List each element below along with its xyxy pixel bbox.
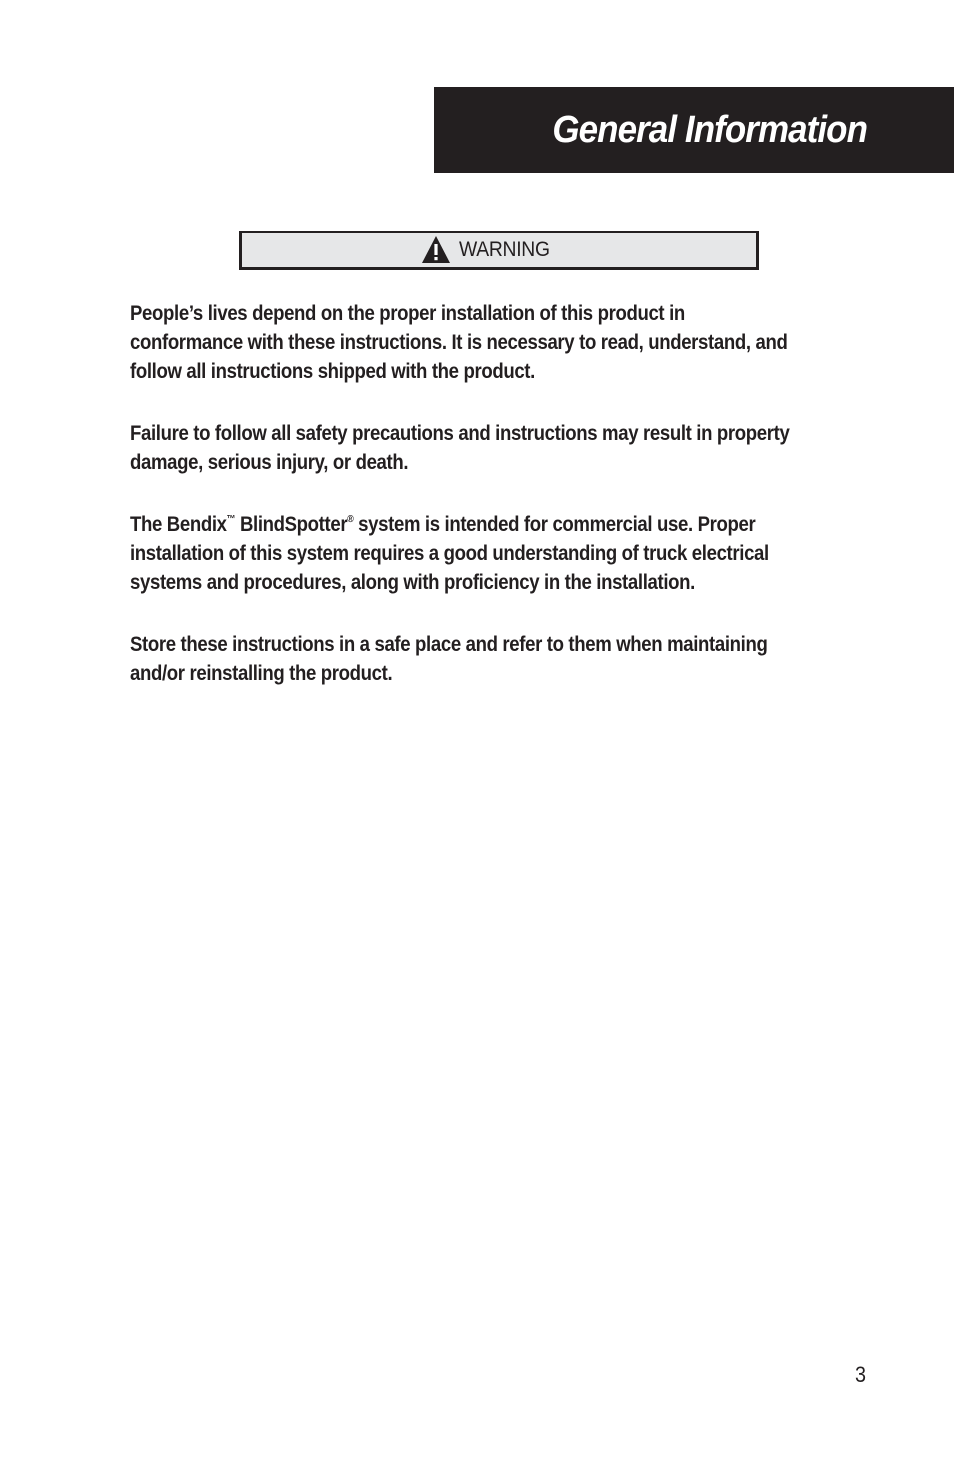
paragraph-installation-importance — [130, 299, 870, 386]
text-line: follow all instructions shipped with the product. — [130, 360, 535, 383]
text-run: The Bendix — [130, 513, 227, 536]
paragraph-store-instructions — [130, 630, 870, 688]
text-run: system is intended for commercial use. Proper — [353, 513, 756, 536]
section-header-bar — [434, 87, 954, 173]
text-run: BlindSpotter — [235, 513, 348, 536]
text-line: systems and procedures, along with proficiency in the installation. — [130, 571, 695, 594]
paragraph-failure-consequences — [130, 419, 870, 477]
text-line: damage, serious injury, or death. — [130, 451, 409, 474]
registered-symbol: ® — [347, 514, 354, 525]
text-line: Failure to follow all safety precautions and instructions may result in property — [130, 422, 790, 445]
text-line — [130, 510, 785, 539]
text-line: installation of this system requires a good understanding of truck electrical — [130, 542, 769, 565]
text-line: Store these instructions in a safe place and refer to them when maintaining — [130, 633, 768, 656]
warning-banner — [239, 231, 759, 270]
trademark-symbol: ™ — [226, 514, 236, 525]
text-line: People’s lives depend on the proper installation of this product in — [130, 302, 685, 325]
warning-triangle-icon — [421, 235, 451, 265]
text-line: conformance with these instructions. It is necessary to read, understand, and — [130, 331, 788, 354]
page-number: 3 — [855, 1362, 867, 1387]
page-title: General Information — [552, 109, 867, 151]
warning-label: WARNING — [458, 238, 550, 261]
safety-text-block — [130, 299, 870, 721]
paragraph-commercial-use — [130, 510, 870, 597]
warning-banner-content — [421, 235, 558, 265]
text-line: and/or reinstalling the product. — [130, 662, 393, 685]
